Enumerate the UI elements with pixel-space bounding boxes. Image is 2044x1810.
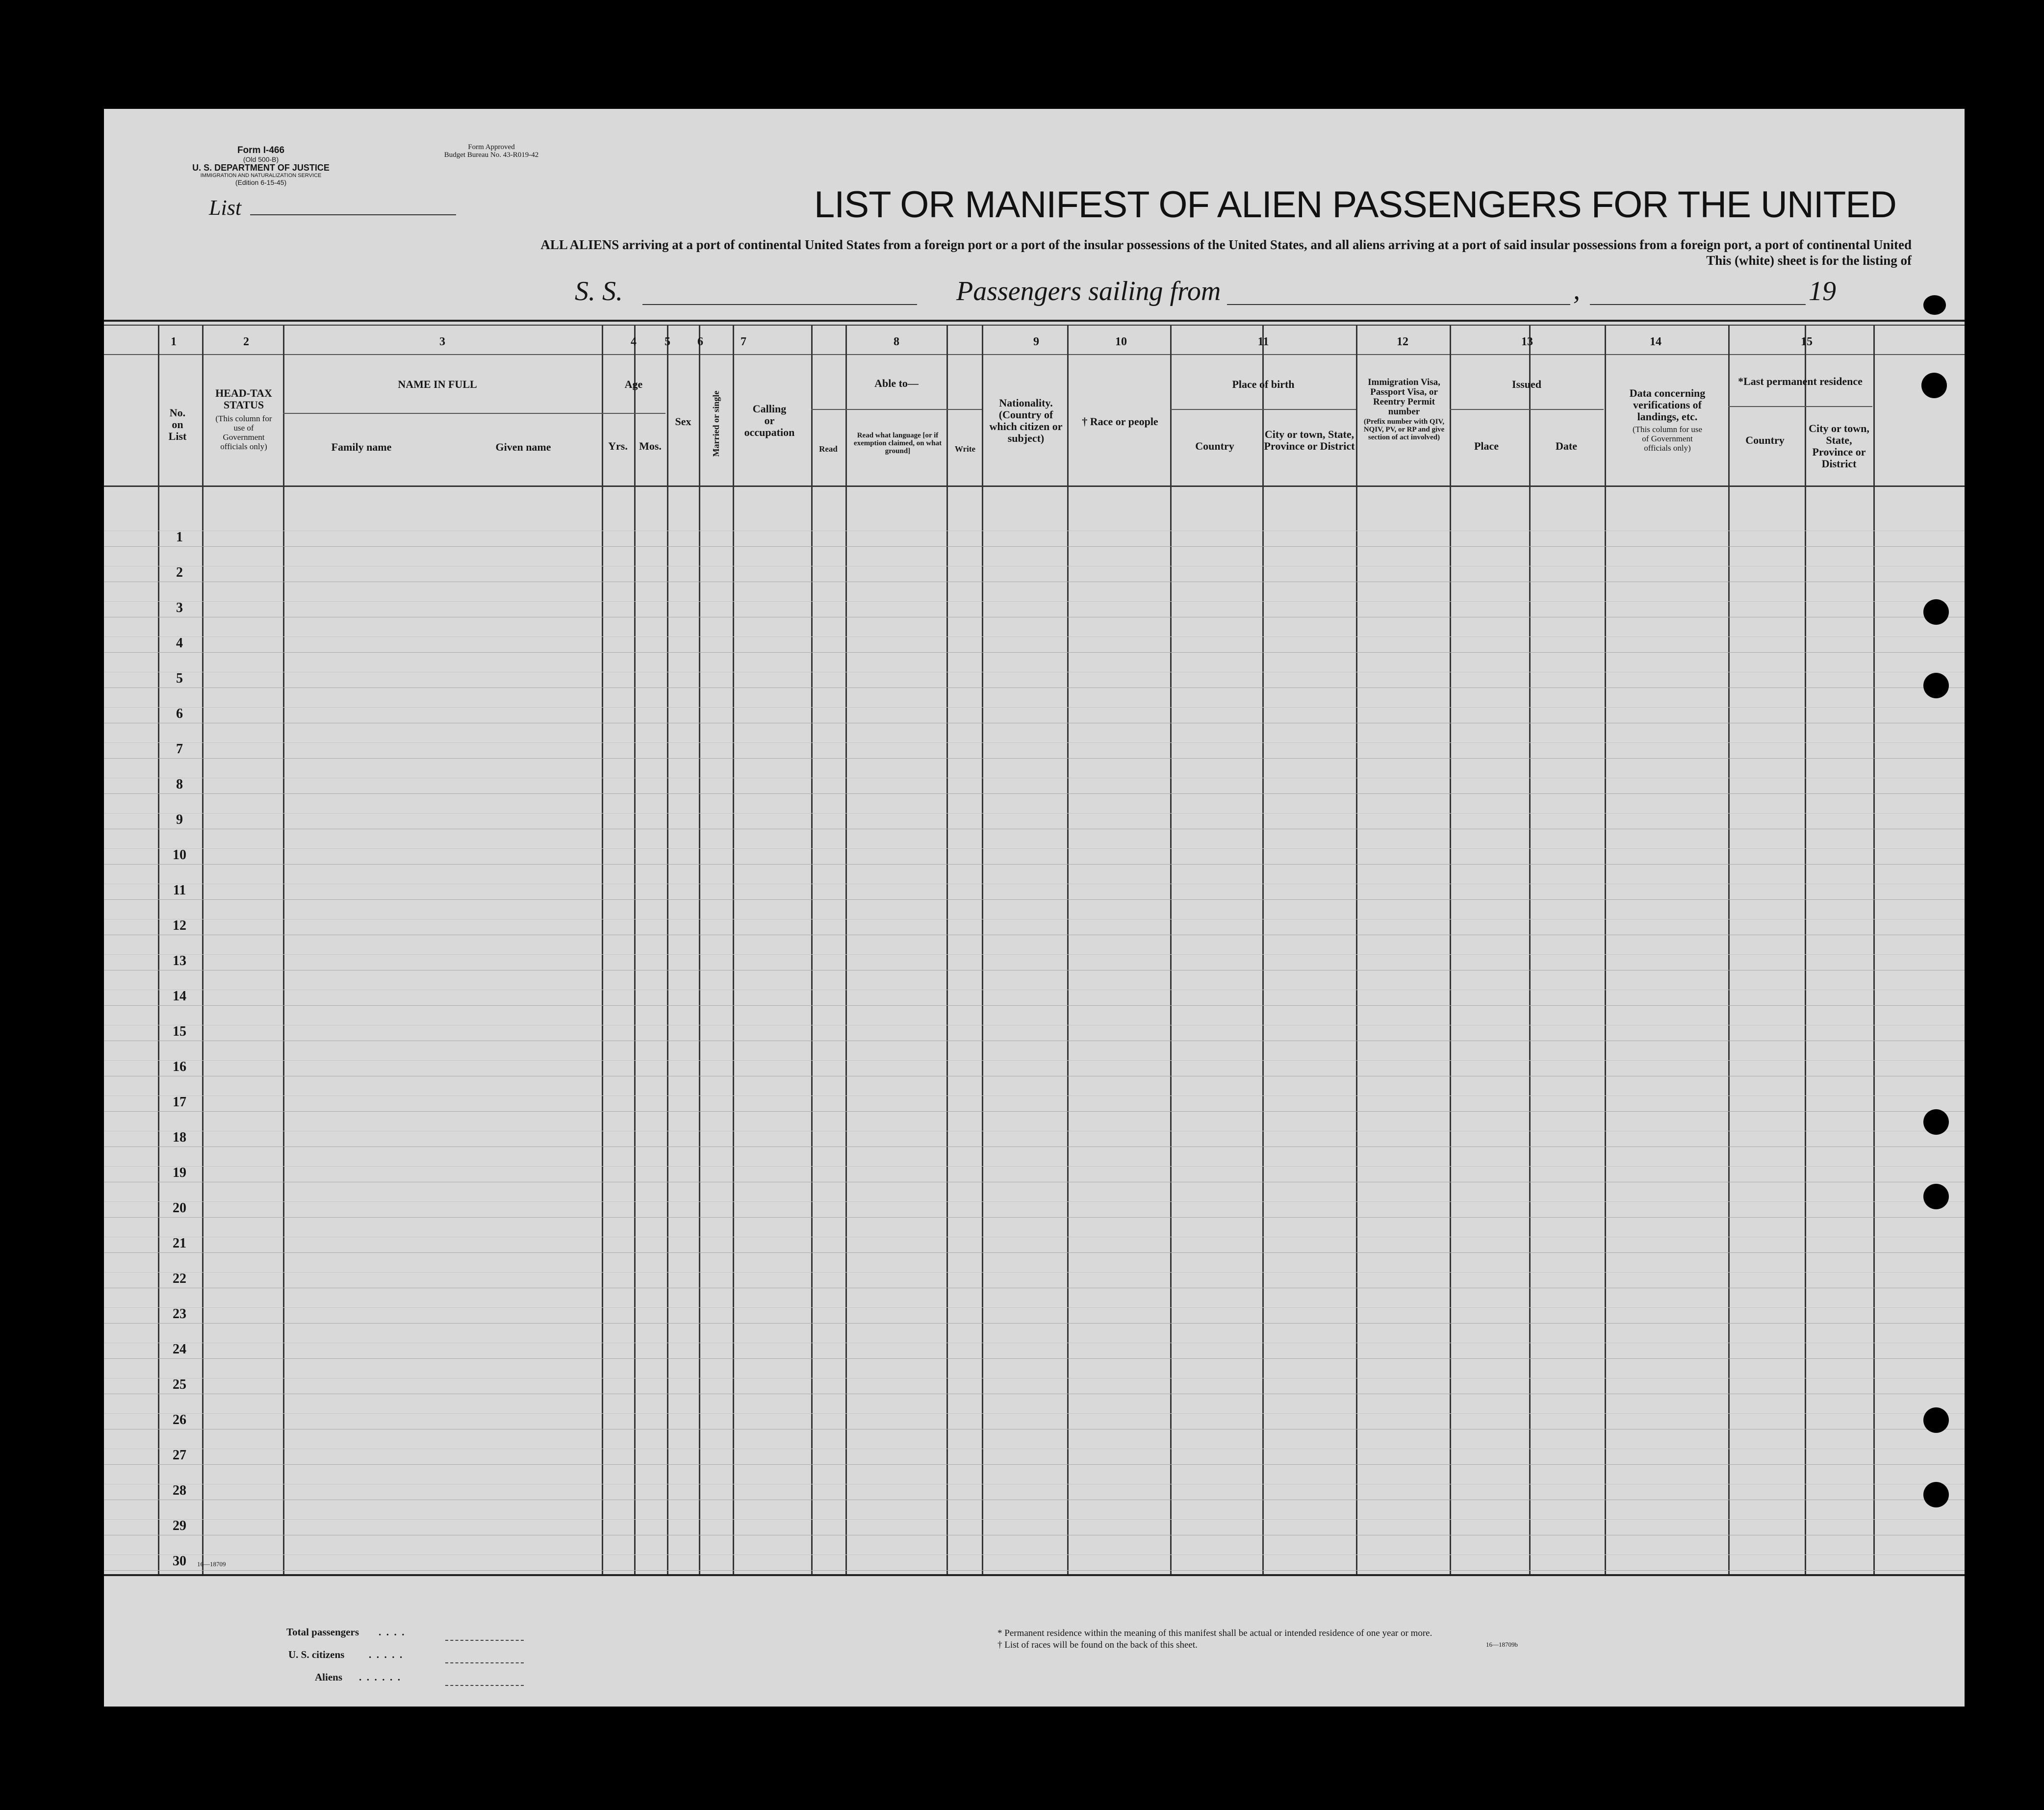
table-row[interactable] <box>202 1435 1873 1464</box>
col-num-3: 3 <box>439 335 445 348</box>
table-row[interactable] <box>202 1541 1873 1570</box>
table-row[interactable] <box>202 1505 1873 1535</box>
table-row[interactable] <box>202 623 1873 652</box>
verifications-label: Data concerning verifications of landings, etc. <box>1629 387 1706 423</box>
header-issued-place: Place <box>1474 440 1499 452</box>
row-number: 16 <box>173 1059 186 1074</box>
table-top-rule <box>104 320 1965 322</box>
print-code: 16—18709 <box>197 1560 226 1568</box>
verifications-note: (This column for use of Government officials only) <box>1632 425 1703 453</box>
row-rule <box>104 652 1965 653</box>
row-rule <box>104 1252 1965 1253</box>
form-approved: Form Approved <box>468 143 515 151</box>
header-name-in-full: NAME IN FULL <box>398 378 477 390</box>
row-rule <box>104 1111 1965 1112</box>
visa-label: Immigration Visa, Passport Visa, or Reentry Permit number <box>1368 377 1440 417</box>
table-row[interactable] <box>202 729 1873 758</box>
row-rule <box>104 1005 1965 1006</box>
manifest-sheet <box>104 109 1965 1707</box>
binder-hole <box>1923 1407 1949 1433</box>
sailing-date-field[interactable] <box>1590 304 1806 305</box>
age-subheader-rule <box>602 413 665 414</box>
row-number: 29 <box>173 1518 186 1533</box>
row-number: 12 <box>173 918 186 933</box>
col-num-1: 1 <box>171 335 177 348</box>
row-number: 25 <box>173 1377 186 1392</box>
name-subheader-rule <box>283 413 602 414</box>
row-rule <box>104 864 1965 865</box>
footnote-races: † List of races will be found on the back of this sheet. <box>997 1640 1198 1650</box>
row-number: 7 <box>176 741 183 757</box>
header-issued-date: Date <box>1556 440 1577 452</box>
col-num-9: 9 <box>1033 335 1039 348</box>
row-number: 2 <box>176 565 183 580</box>
form-old-number: (Old 500-B) <box>243 155 279 163</box>
col-num-14: 14 <box>1650 335 1661 348</box>
table-row[interactable] <box>202 1294 1873 1323</box>
column-divider <box>158 325 159 1574</box>
table-row[interactable] <box>202 1223 1873 1252</box>
table-row[interactable] <box>202 976 1873 1005</box>
row-rule <box>104 899 1965 900</box>
header-write: Write <box>954 444 976 454</box>
service: IMMIGRATION AND NATURALIZATION SERVICE <box>200 173 322 178</box>
table-row[interactable] <box>202 835 1873 864</box>
header-no-on-list <box>158 407 197 442</box>
col-num-2: 2 <box>243 335 249 348</box>
total-dots: . . . . <box>379 1626 405 1638</box>
row-number: 22 <box>173 1271 186 1286</box>
row-number: 18 <box>173 1130 186 1145</box>
department: U. S. DEPARTMENT OF JUSTICE <box>192 163 330 173</box>
row-number: 17 <box>173 1095 186 1110</box>
header-read: Read <box>819 444 838 454</box>
header-bottom-rule <box>104 485 1965 487</box>
ss-label: S. S. <box>575 276 623 306</box>
ship-name-field[interactable] <box>642 304 917 305</box>
issued-subheader-rule <box>1450 409 1604 410</box>
head-tax-note: (This column for use of Government officials only) <box>215 414 272 451</box>
binder-hole <box>1923 673 1949 698</box>
row-rule <box>104 758 1965 759</box>
table-row[interactable] <box>202 799 1873 829</box>
table-row[interactable] <box>202 1258 1873 1288</box>
table-top-rule-2 <box>104 325 1965 326</box>
header-calling-b: or <box>764 414 775 427</box>
row-rule <box>104 793 1965 794</box>
form-number-block <box>168 145 354 186</box>
row-number: 30 <box>173 1554 186 1569</box>
visa-note: (Prefix number with QIV, NQIV, PV, or RP and give section of act involved) <box>1363 418 1445 441</box>
header-visa <box>1357 378 1451 441</box>
row-number: 9 <box>176 812 183 827</box>
row-number: 6 <box>176 706 183 721</box>
aliens-field[interactable] <box>445 1685 524 1686</box>
binder-hole <box>1923 295 1946 315</box>
header-birth-city: City or town, State, Province or District <box>1264 428 1355 452</box>
row-rule <box>104 1570 1965 1571</box>
table-row[interactable] <box>202 1470 1873 1500</box>
header-sex: Sex <box>675 415 691 428</box>
header-mos: Mos. <box>639 440 662 452</box>
col-num-12: 12 <box>1397 335 1408 348</box>
row-number: 26 <box>173 1412 186 1428</box>
row-number: 10 <box>173 847 186 863</box>
table-row[interactable] <box>202 1046 1873 1076</box>
header-list: List <box>168 430 187 442</box>
able-subheader-rule <box>811 409 982 410</box>
table-row[interactable] <box>202 1364 1873 1394</box>
us-citizens-label: U. S. citizens <box>288 1649 345 1660</box>
col-num-7: 7 <box>741 335 746 348</box>
binder-hole <box>1923 1109 1949 1135</box>
column-number-rule <box>104 354 1965 355</box>
head-tax-label: HEAD-TAX STATUS <box>215 387 272 411</box>
header-given-name: Given name <box>495 441 551 453</box>
table-row[interactable] <box>202 1400 1873 1429</box>
row-rule <box>104 1323 1965 1324</box>
table-row[interactable] <box>202 870 1873 899</box>
table-row[interactable] <box>202 1329 1873 1358</box>
row-number: 27 <box>173 1448 186 1463</box>
row-number: 14 <box>173 989 186 1004</box>
header-age: Age <box>624 378 643 390</box>
row-number: 3 <box>176 600 183 615</box>
print-code-footer: 16—18709b <box>1486 1641 1518 1648</box>
header-calling-c: occupation <box>744 426 795 438</box>
total-passengers-field[interactable] <box>445 1640 524 1641</box>
table-row[interactable] <box>202 941 1873 970</box>
us-citizens-field[interactable] <box>445 1662 524 1663</box>
header-read-what: Read what language [or if exemption claimed, on what ground] <box>853 432 942 455</box>
header-no: No. <box>169 407 186 419</box>
row-number: 28 <box>173 1483 186 1498</box>
total-passengers-label: Total passengers <box>286 1626 359 1638</box>
edition: (Edition 6-15-45) <box>235 178 287 186</box>
row-number: 24 <box>173 1342 186 1357</box>
header-last-residence: *Last permanent residence <box>1738 375 1863 387</box>
row-number: 15 <box>173 1024 186 1039</box>
header-head-tax <box>202 387 285 451</box>
list-number-field[interactable] <box>250 214 456 215</box>
form-approval-block <box>418 143 565 159</box>
table-row[interactable] <box>202 587 1873 617</box>
row-number: 20 <box>173 1200 186 1216</box>
residence-subheader-rule <box>1728 406 1872 407</box>
us-dots: . . . . . <box>369 1649 403 1660</box>
form-number: Form I-466 <box>237 145 285 155</box>
table-row[interactable] <box>202 905 1873 935</box>
header-yrs: Yrs. <box>608 440 628 452</box>
header-verifications <box>1606 387 1729 453</box>
binder-hole <box>1921 373 1947 398</box>
row-number: 1 <box>176 530 183 545</box>
column-divider <box>1873 325 1875 1574</box>
year-label: 19 <box>1809 276 1836 306</box>
header-calling-a: Calling <box>752 403 787 415</box>
subtitle-line1: ALL ALIENS arriving at a port of continental United States from a foreign port or a port of the insular possessions of the United States, and all aliens arriving at a port of said insular possessions from a foreign port, a port of continental United <box>540 237 1912 252</box>
col-num-5: 5 <box>664 335 670 348</box>
row-rule <box>104 1358 1965 1359</box>
header-place-birth: Place of birth <box>1232 378 1295 390</box>
subtitle-line2: This (white) sheet is for the listing of <box>1706 253 1912 268</box>
table-row[interactable] <box>202 658 1873 688</box>
header-birth-country: Country <box>1195 440 1234 452</box>
table-row[interactable] <box>202 1082 1873 1111</box>
header-on: on <box>172 418 183 431</box>
col-num-8: 8 <box>894 335 899 348</box>
sailing-port-field[interactable] <box>1227 304 1570 305</box>
header-married-single: Married or single <box>711 390 721 457</box>
header-res-city: City or town, State, Province or District <box>1809 422 1869 470</box>
birth-subheader-rule <box>1171 409 1356 410</box>
table-row[interactable] <box>202 1011 1873 1041</box>
row-number: 8 <box>176 777 183 792</box>
header-family-name: Family name <box>331 441 392 453</box>
binder-hole <box>1923 1184 1949 1209</box>
col-num-13: 13 <box>1521 335 1533 348</box>
row-number: 23 <box>173 1306 186 1322</box>
list-label: List <box>209 196 242 220</box>
table-row[interactable] <box>202 552 1873 582</box>
header-calling <box>733 403 806 438</box>
row-rule <box>104 1464 1965 1465</box>
row-rule <box>104 546 1965 547</box>
row-number: 21 <box>173 1236 186 1251</box>
row-number: 11 <box>173 883 186 898</box>
header-nationality: Nationality. (Country of which citizen or subject) <box>989 397 1063 444</box>
row-number: 13 <box>173 953 186 969</box>
table-row[interactable] <box>202 764 1873 793</box>
table-row[interactable] <box>202 1117 1873 1147</box>
budget-bureau: Budget Bureau No. 43-R019-42 <box>444 151 539 159</box>
row-number: 5 <box>176 671 183 686</box>
row-number: 19 <box>173 1165 186 1180</box>
footnote-residence: * Permanent residence within the meaning of this manifest shall be actual or intended residence of one year or more. <box>997 1628 1432 1638</box>
header-issued: Issued <box>1512 378 1541 390</box>
table-bottom-rule <box>104 1574 1965 1576</box>
col-num-10: 10 <box>1115 335 1127 348</box>
row-rule <box>104 1217 1965 1218</box>
aliens-label: Aliens <box>315 1671 343 1683</box>
col-num-6: 6 <box>697 335 703 348</box>
table-row[interactable] <box>202 693 1873 723</box>
header-res-country: Country <box>1745 434 1785 446</box>
row-number: 4 <box>176 636 183 651</box>
comma-separator: , <box>1573 275 1580 306</box>
table-row[interactable] <box>202 517 1873 546</box>
col-num-4: 4 <box>631 335 637 348</box>
col-num-11: 11 <box>1257 335 1269 348</box>
header-race: † Race or people <box>1082 415 1158 428</box>
col-num-15: 15 <box>1801 335 1813 348</box>
header-able-to: Able to— <box>874 377 919 389</box>
table-row[interactable] <box>202 1152 1873 1182</box>
binder-hole <box>1923 599 1949 625</box>
sailing-from-label: Passengers sailing from <box>956 276 1221 306</box>
aliens-dots: . . . . . . <box>359 1671 400 1683</box>
binder-hole <box>1923 1482 1949 1507</box>
page-title: LIST OR MANIFEST OF ALIEN PASSENGERS FOR THE UNITED <box>814 184 1896 226</box>
table-row[interactable] <box>202 1188 1873 1217</box>
